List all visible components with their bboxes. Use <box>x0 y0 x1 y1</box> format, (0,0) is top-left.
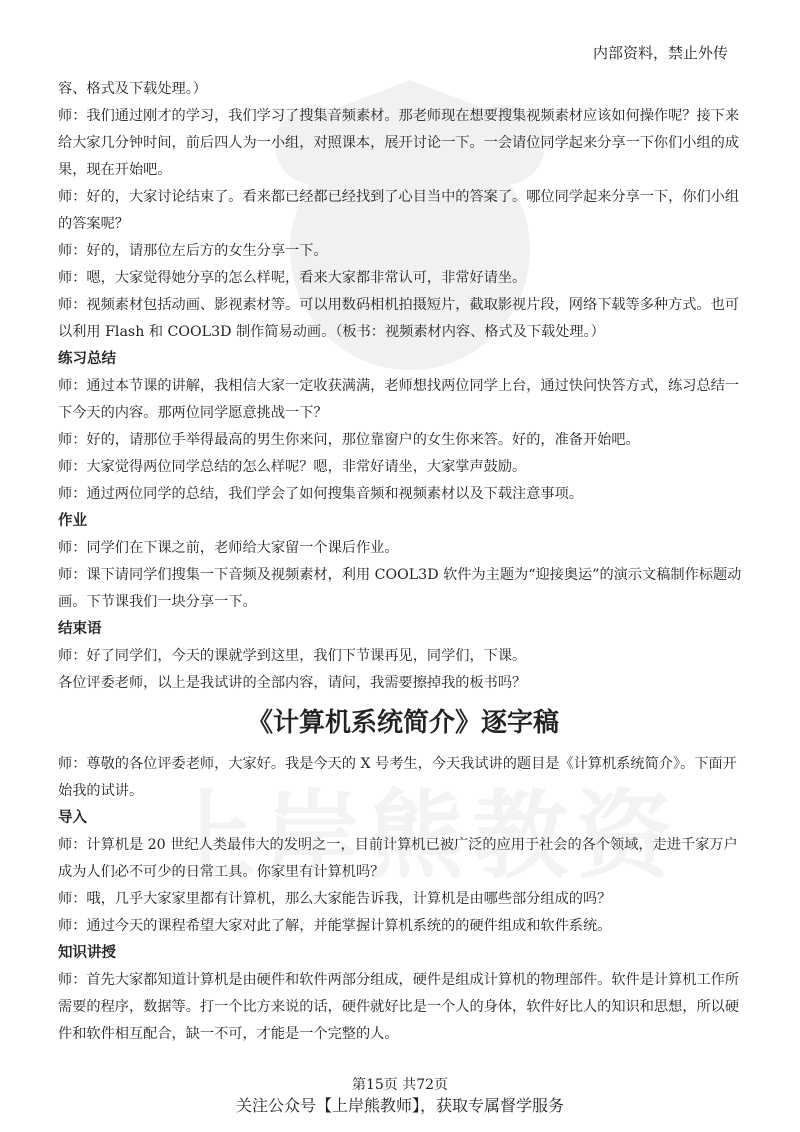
paragraph: 师：课下请同学们搜集一下音频及视频素材，利用 COOL3D 软件为主题为“迎接奥运”的演示文稿制作标题动画。下节课我们一块分享一下。 <box>58 567 742 610</box>
paragraph: 师：好了同学们，今天的课就学到这里，我们下节课再见，同学们，下课。 <box>58 648 527 664</box>
paragraph: 师：首先大家都知道计算机是由硬件和软件两部分组成，硬件是组成计算机的物理部件。软件是计算机工作所需要的程序，数据等。打一个比方来说的话，硬件就好比是一个人的身体，软件好比人的知识和思想，所以硬件和软件相互配合，缺一不可，才能是一个完整的人。 <box>58 972 740 1042</box>
document-body <box>58 76 748 1048</box>
section-heading: 结束语 <box>58 621 102 637</box>
paragraph: 师：好的，请那位左后方的女生分享一下。 <box>58 243 328 259</box>
paragraph: 师：计算机是 20 世纪人类最伟大的发明之一，目前计算机已被广泛的应用于社会的各个领域，走进千家万户成为人们必不可少的日常工具。你家里有计算机吗？ <box>58 837 738 880</box>
document-title: 《计算机系统简介》逐字稿 <box>246 708 559 738</box>
paragraph: 师：好的，大家讨论结束了。看来都已经都已经找到了心目当中的答案了。哪位同学起来分享一下，你们小组的答案呢？ <box>58 189 740 232</box>
paragraph: 师：大家觉得两位同学总结的怎么样呢？嗯，非常好请坐，大家掌声鼓励。 <box>58 459 527 475</box>
paragraph: 师：嗯，大家觉得她分享的怎么样呢，看来大家都非常认可，非常好请坐。 <box>58 270 527 286</box>
paragraph: 师：哦，几乎大家家里都有计算机，那么大家能告诉我，计算机是由哪些部分组成的吗？ <box>58 891 612 907</box>
paragraph: 师：通过两位同学的总结，我们学会了如何搜集音频和视频素材以及下载注意事项。 <box>58 486 583 502</box>
section-heading: 知识讲授 <box>58 945 116 961</box>
page-number: 第15页 共72页 <box>351 1077 449 1093</box>
section-heading: 作业 <box>58 513 87 529</box>
paragraph: 师：尊敬的各位评委老师，大家好。我是今天的 X 号考生，今天我试讲的题目是《计算机系统简介》。下面开始我的试讲。 <box>58 756 737 799</box>
paragraph: 师：我们通过刚才的学习，我们学习了搜集音频素材。那老师现在想要搜集视频素材应该如何操作呢？接下来给大家几分钟时间，前后四人为一小组，对照课本，展开讨论一下。一会请位同学起来分享一下你们小组的成果，现在开始吧。 <box>58 108 740 178</box>
footer-promo: 关注公众号【上岸熊教师】，获取专属督学服务 <box>235 1096 564 1115</box>
section-heading: 导入 <box>58 810 87 826</box>
header-confidential-note: 内部资料，禁止外传 <box>592 44 728 62</box>
paragraph: 师：同学们在下课之前，老师给大家留一个课后作业。 <box>58 540 399 556</box>
paragraph: 师：通过今天的课程希望大家对此了解，并能掌握计算机系统的的硬件组成和软件系统。 <box>58 918 612 934</box>
paragraph: 各位评委老师，以上是我试讲的全部内容，请问，我需要擦掉我的板书吗？ <box>58 675 527 691</box>
paragraph: 师：好的，请那位手举得最高的男生你来问，那位靠窗户的女生你来答。好的，准备开始吧。 <box>58 432 640 448</box>
paragraph: 师：视频素材包括动画、影视素材等。可以用数码相机拍摄短片，截取影视片段，网络下载等多种方式。也可以利用 Flash 和 COOL3D 制作简易动画。（板书：视频素材内容、格式及下载处理。） <box>58 297 740 340</box>
section-heading: 练习总结 <box>58 351 116 367</box>
paragraph: 容、格式及下载处理。） <box>58 81 207 97</box>
paragraph: 师：通过本节课的讲解，我相信大家一定收获满满，老师想找两位同学上台，通过快问快答方式，练习总结一下今天的内容。那两位同学愿意挑战一下？ <box>58 378 740 421</box>
